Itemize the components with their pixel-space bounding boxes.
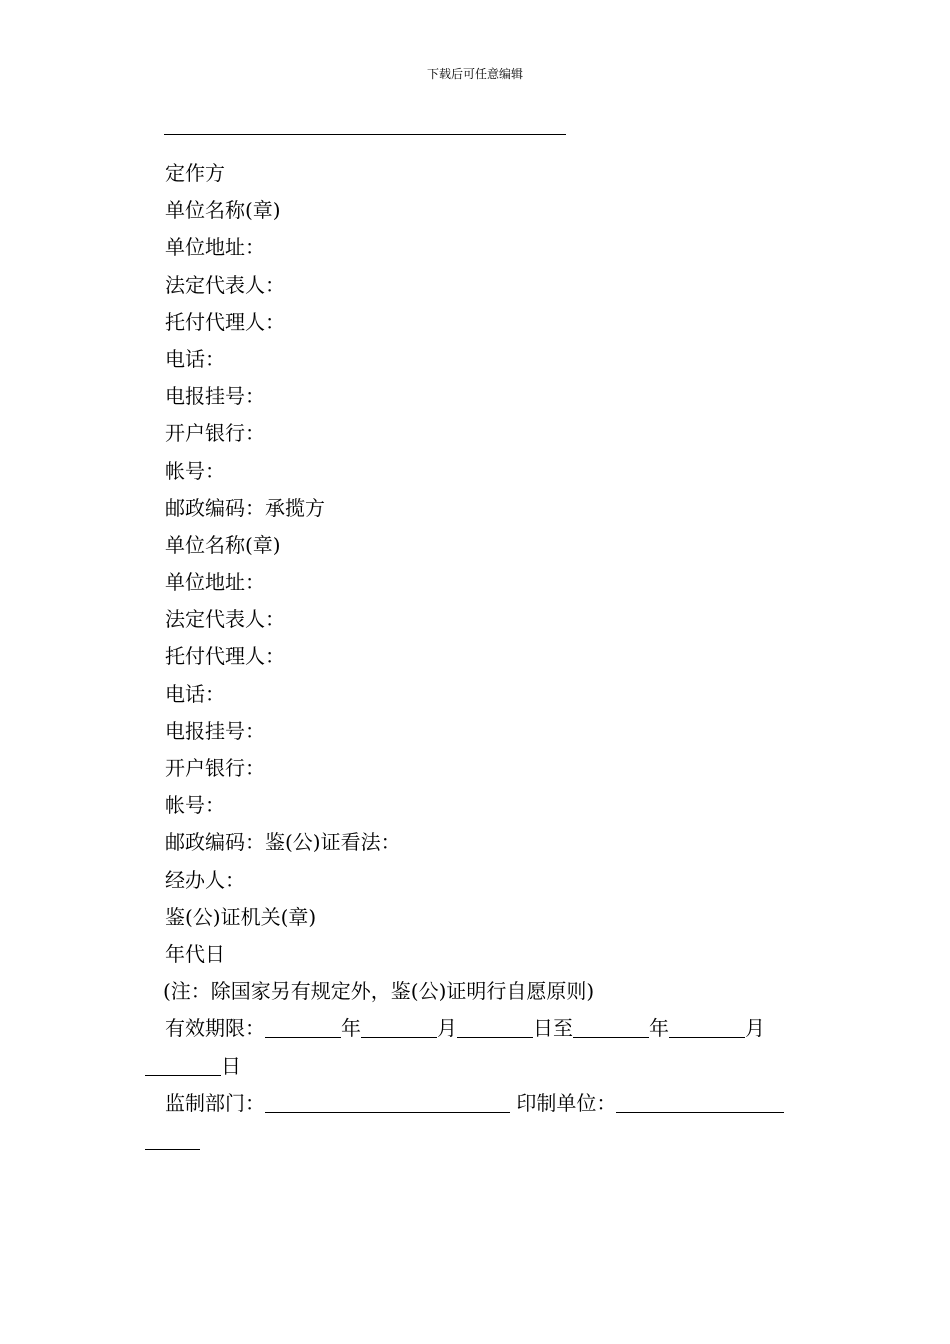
validity-line-cont bbox=[0, 1048, 950, 1085]
top-rule bbox=[164, 134, 566, 135]
footer-line-cont bbox=[0, 1122, 950, 1159]
footer-line bbox=[0, 1085, 950, 1122]
supervisor-blank bbox=[265, 1090, 510, 1113]
contractor-unit-name: 单位名称(章) bbox=[165, 532, 281, 557]
validity-day2: 日 bbox=[221, 1053, 241, 1078]
validity-day-to: 日至 bbox=[533, 1016, 573, 1041]
validity-month2-blank bbox=[669, 1015, 745, 1038]
notary-authority: 鉴(公)证机关(章) bbox=[165, 904, 317, 929]
ordering-postal-code: 邮政编码：承揽方 bbox=[165, 495, 325, 520]
validity-month-blank bbox=[361, 1015, 437, 1038]
printer-label: 印制单位： bbox=[516, 1090, 617, 1115]
validity-label: 有效期限： bbox=[165, 1016, 265, 1041]
printer-blank bbox=[616, 1090, 784, 1113]
printer-blank-cont bbox=[145, 1127, 200, 1150]
contractor-postal-code: 邮政编码：鉴(公)证看法： bbox=[165, 830, 401, 855]
ordering-legal-rep: 法定代表人： bbox=[165, 272, 285, 297]
notary-note: (注：除国家另有规定外，鉴(公)证明行自愿原则) bbox=[163, 979, 595, 1004]
notary-handler: 经办人： bbox=[165, 867, 245, 892]
contractor-legal-rep: 法定代表人： bbox=[165, 607, 285, 632]
ordering-bank: 开户银行： bbox=[165, 421, 265, 446]
supervisor-label: 监制部门： bbox=[165, 1090, 265, 1115]
validity-year2-blank bbox=[573, 1015, 649, 1038]
validity-year-blank bbox=[265, 1015, 341, 1038]
validity-month: 月 bbox=[437, 1016, 457, 1041]
ordering-unit-name: 单位名称(章) bbox=[165, 198, 281, 223]
contractor-bank: 开户银行： bbox=[165, 756, 265, 780]
contractor-agent: 托付代理人： bbox=[165, 644, 285, 669]
contractor-telegraph: 电报挂号： bbox=[165, 718, 265, 743]
ordering-telegraph: 电报挂号： bbox=[165, 384, 265, 409]
contractor-phone: 电话： bbox=[165, 681, 225, 706]
notary-date: 年代日 bbox=[165, 941, 225, 966]
validity-year2: 年 bbox=[649, 1016, 669, 1041]
validity-month2: 月 bbox=[745, 1016, 765, 1041]
header-note: 下载后可任意编辑 bbox=[426, 67, 523, 81]
contractor-account: 帐号： bbox=[165, 793, 225, 818]
validity-day-blank bbox=[457, 1015, 533, 1038]
contract-body bbox=[0, 155, 950, 1159]
validity-line bbox=[0, 1010, 950, 1047]
ordering-phone: 电话： bbox=[165, 346, 225, 371]
ordering-party-heading: 定作方 bbox=[165, 161, 225, 185]
validity-day2-blank bbox=[145, 1053, 221, 1076]
ordering-agent: 托付代理人： bbox=[165, 309, 285, 334]
ordering-account: 帐号： bbox=[165, 458, 225, 483]
validity-year: 年 bbox=[341, 1016, 361, 1041]
ordering-unit-address: 单位地址： bbox=[165, 235, 265, 260]
contractor-unit-address: 单位地址： bbox=[165, 570, 265, 595]
